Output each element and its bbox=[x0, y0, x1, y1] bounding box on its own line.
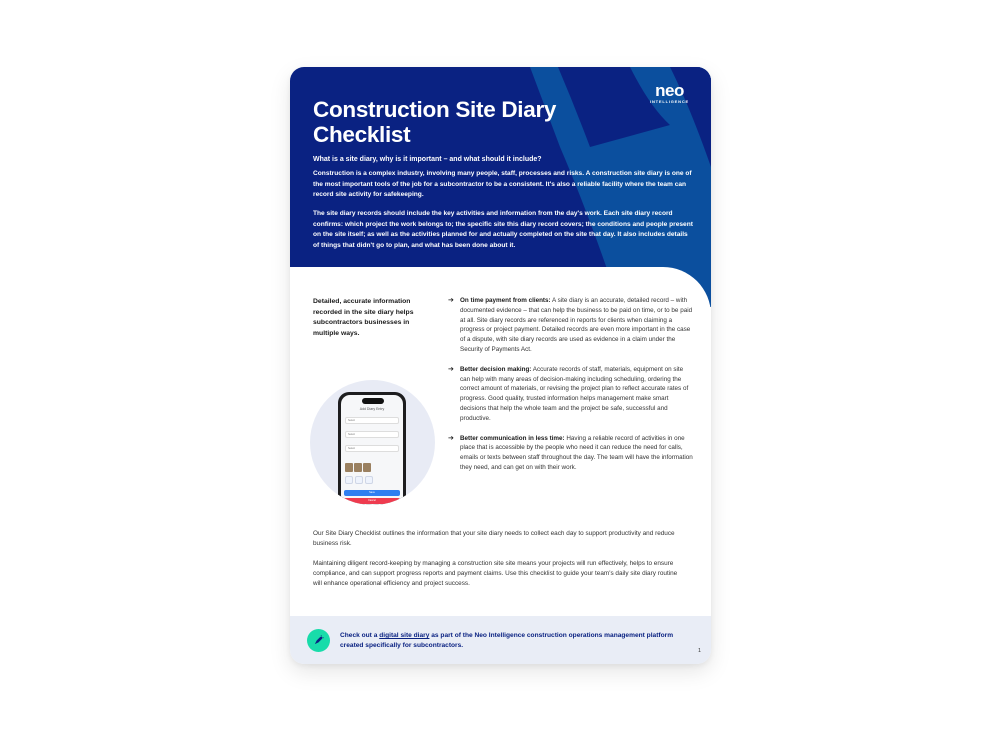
rocket-icon bbox=[307, 629, 330, 652]
attachment-icons bbox=[345, 476, 373, 484]
page-title: Construction Site Diary Checklist bbox=[313, 97, 557, 147]
neo-intelligence-logo bbox=[650, 83, 689, 104]
point-lead: On time payment from clients: bbox=[460, 297, 551, 304]
logo-subtitle: INTELLIGENCE bbox=[650, 99, 689, 104]
document-page bbox=[290, 67, 711, 664]
screen-save-button: Save bbox=[344, 490, 400, 496]
footer-text-before: Check out a bbox=[340, 632, 380, 639]
list-item bbox=[448, 434, 694, 473]
arrow-right-icon: ➔ bbox=[448, 434, 454, 442]
logo-word: neo bbox=[655, 81, 684, 100]
summary-paragraph: Maintaining diligent record-keeping by managing a construction site site means your projects will run effectively, helps to ensure compliance, and can support progress reports and payment claims. Use this checklist to guide your team's daily site diary routine will enhance operational efficiency and project success. bbox=[313, 560, 678, 587]
point-lead: Better communication in less time: bbox=[460, 434, 565, 442]
footer-callout bbox=[290, 616, 711, 664]
photo-thumbnails bbox=[345, 463, 371, 472]
phone-notch bbox=[362, 398, 384, 404]
point-text: Accurate records of staff, materials, equipment on site can help with many areas of decision-making including scheduling, ordering the correct amount of materials, or revising the project plan to reflect accurate rates of progress. Good quality, trusted information helps management make smart decisions that help the whole team and the project be safe, successful and productive. bbox=[460, 365, 689, 422]
header-subheading: What is a site diary, why is it important – and what should it include? bbox=[313, 156, 542, 163]
screen-title: Add Diary Entry bbox=[359, 407, 385, 411]
screen-cancel-button: Cancel bbox=[344, 498, 400, 504]
benefits-list bbox=[448, 296, 694, 483]
phone-screen bbox=[341, 395, 403, 505]
arrow-right-icon: ➔ bbox=[448, 365, 454, 373]
digital-site-diary-link[interactable]: digital site diary bbox=[379, 632, 430, 639]
point-text: A site diary is an accurate, detailed record – with documented evidence – that can help the business to be paid on time, or to be paid at all. Site diary records are referenced in reports for clients when claiming a progress or project payment. Detailed records are even more important in the case of a dispute, with site diary records are used as evidence in a claim under the Security of Payments Act. bbox=[460, 297, 693, 353]
footer-text bbox=[340, 631, 680, 651]
screen-field: Select bbox=[345, 431, 399, 438]
phone-mockup bbox=[338, 392, 406, 505]
point-lead: Better decision making: bbox=[460, 365, 532, 373]
list-item bbox=[448, 365, 694, 424]
screen-field: Select bbox=[345, 445, 399, 452]
header-paragraph: The site diary records should include the key activities and information from the day's work. Each site diary record confirms: which project the work belongs to; the specific site this diary record covers; the conditions and people present on the site itself; as well as the activities planned for and actually completed on the site that day. It also includes details of things that didn't go to plan, and what has been done about it. bbox=[313, 210, 693, 249]
content-body bbox=[290, 267, 711, 616]
summary-paragraph: Our Site Diary Checklist outlines the information that your site diary needs to collect each day to support productivity and reduce business risk. bbox=[313, 530, 675, 547]
intro-callout: Detailed, accurate information recorded in the site diary helps subcontractors businesses in multiple ways. bbox=[313, 298, 414, 337]
header-paragraph: Construction is a complex industry, involving many people, staff, processes and risks. A construction site diary is one of the most important tools of the job for a subcontractor to be a consistent. It's also a reliable facility where the team can record site activity for safekeeping. bbox=[313, 170, 692, 198]
point-text: Having a reliable record of activities in one place that is accessible by the people who need it can reduce the need for calls, emails or texts between staff throughout the day. The team will have the information they need, and can get on with their work. bbox=[460, 434, 693, 471]
footer-text-after: as part of the Neo Intelligence construction operations management platform created specifically for subcontractors. bbox=[340, 632, 674, 649]
page-number: 1 bbox=[697, 648, 701, 654]
screen-field: Select bbox=[345, 417, 399, 424]
list-item bbox=[448, 296, 694, 355]
phone-illustration bbox=[310, 380, 435, 505]
arrow-right-icon: ➔ bbox=[448, 297, 454, 304]
